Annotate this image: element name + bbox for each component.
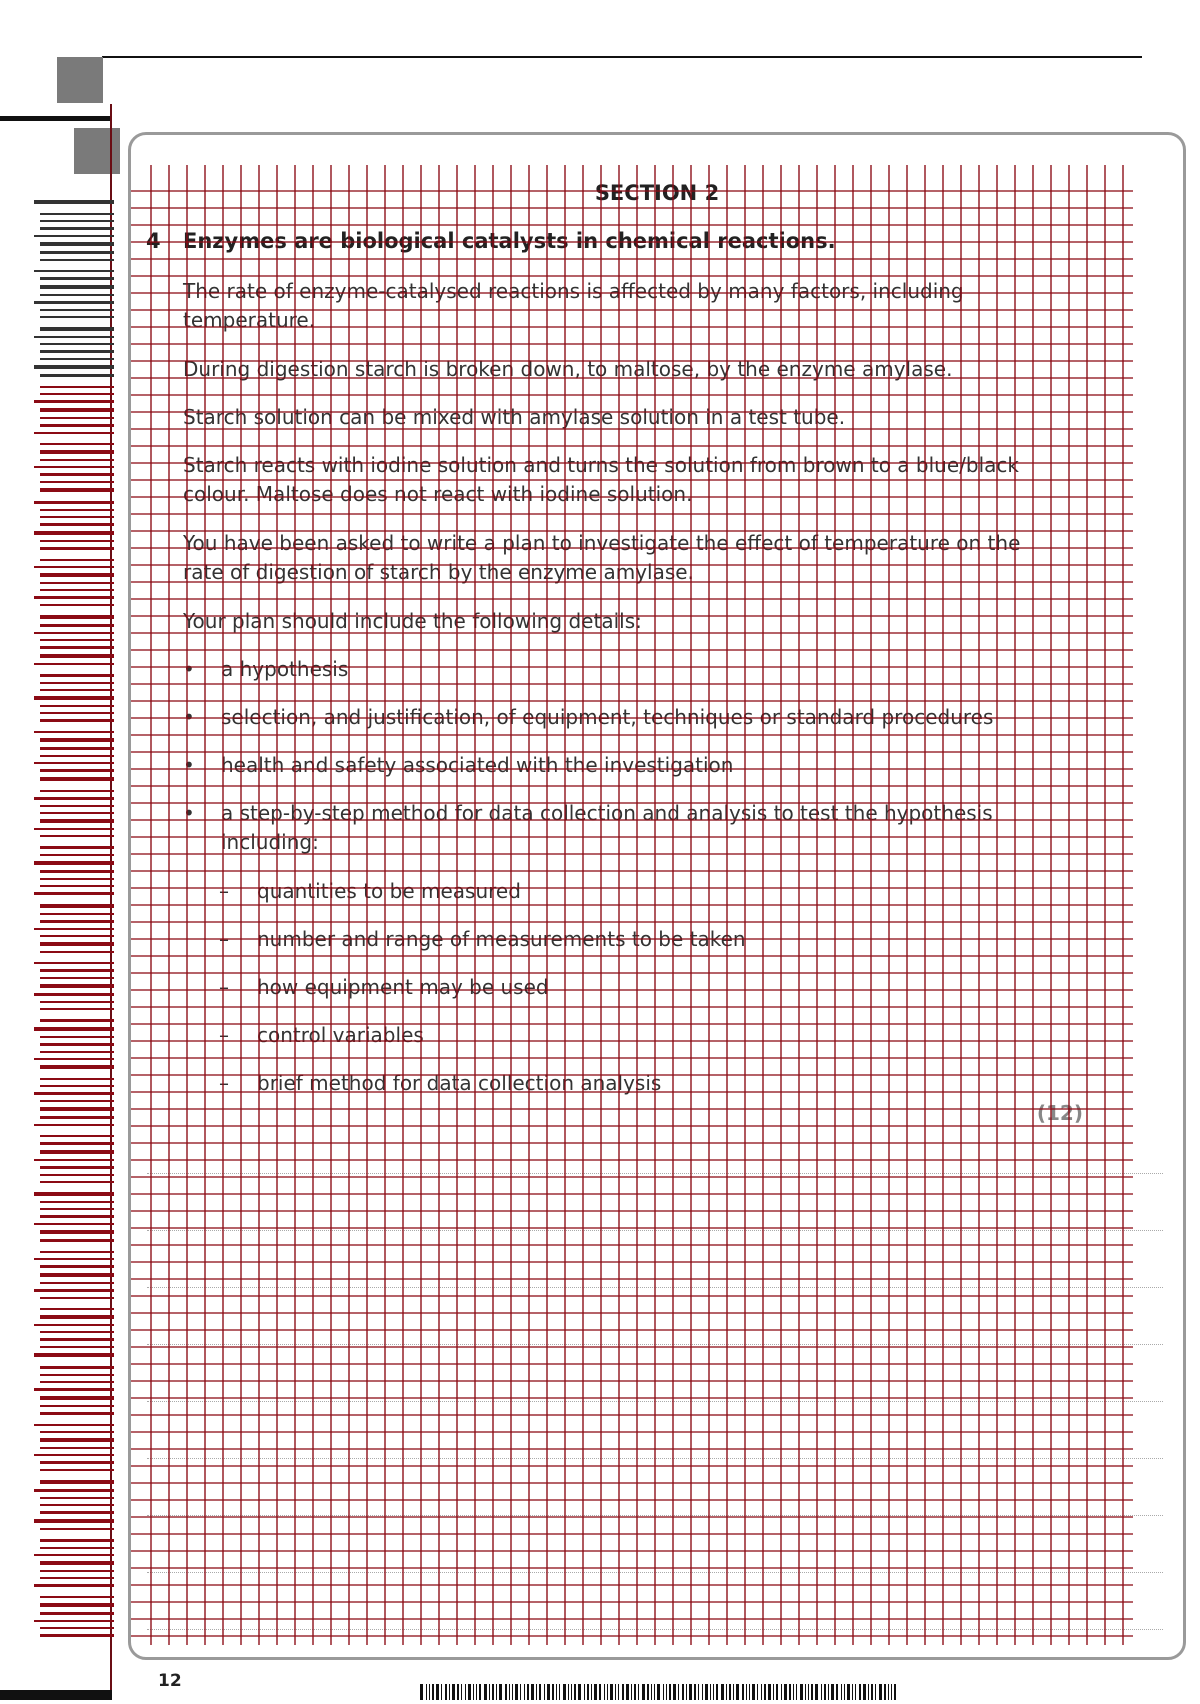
bullet-text: health and safety associated with the investigation bbox=[221, 753, 734, 777]
page-number: 12 bbox=[158, 1671, 182, 1691]
registration-mark bbox=[57, 57, 103, 103]
question-paragraph: Starch solution can be mixed with amylase solution in a test tube. bbox=[183, 405, 846, 429]
sub-bullet-symbol: – bbox=[219, 975, 229, 999]
answer-frame bbox=[128, 132, 1186, 1660]
question-paragraph: You have been asked to write a plan to investigate the effect of temperature on the rate of digestion of starch by the enzyme amylase. bbox=[183, 531, 1021, 584]
answer-line[interactable] bbox=[147, 1629, 1163, 1630]
registration-mark bbox=[74, 128, 120, 174]
sub-bullet-symbol: – bbox=[219, 1071, 229, 1095]
question-paragraph: The rate of enzyme-catalysed reactions is affected by many factors, including temperature. bbox=[183, 279, 964, 332]
margin-bar bbox=[0, 1690, 112, 1700]
sub-bullet-text: number and range of measurements to be taken bbox=[257, 927, 746, 951]
sub-bullet-text: control variables bbox=[257, 1023, 424, 1047]
question-number: 4 bbox=[146, 229, 161, 253]
bullet-text: a step-by-step method for data collection and analysis to test the hypothesis including: bbox=[221, 801, 993, 854]
sub-bullet-text: how equipment may be used bbox=[257, 975, 549, 999]
margin-bar bbox=[0, 116, 112, 121]
bullet-symbol: • bbox=[183, 753, 195, 777]
answer-line[interactable] bbox=[147, 1287, 1163, 1288]
sub-bullet-symbol: – bbox=[219, 1023, 229, 1047]
top-rule bbox=[102, 56, 1142, 58]
question-content bbox=[131, 135, 1183, 1657]
question-paragraph: During digestion starch is broken down, to maltose, by the enzyme amylase. bbox=[183, 357, 953, 381]
answer-line[interactable] bbox=[147, 1515, 1163, 1516]
question-title: Enzymes are biological catalysts in chemical reactions. bbox=[183, 229, 836, 253]
answer-line[interactable] bbox=[147, 1458, 1163, 1459]
bullet-symbol: • bbox=[183, 657, 195, 681]
answer-line[interactable] bbox=[147, 1401, 1163, 1402]
bullet-text: a hypothesis bbox=[221, 657, 349, 681]
answer-line[interactable] bbox=[147, 1572, 1163, 1573]
answer-line[interactable] bbox=[147, 1230, 1163, 1231]
sub-bullet-symbol: – bbox=[219, 927, 229, 951]
bullet-symbol: • bbox=[183, 705, 195, 729]
answer-line[interactable] bbox=[147, 1173, 1163, 1174]
sub-bullet-text: quantities to be measured bbox=[257, 879, 521, 903]
side-barcode bbox=[34, 200, 114, 1640]
bullet-symbol: • bbox=[183, 801, 195, 825]
sub-bullet-symbol: – bbox=[219, 879, 229, 903]
section-title: SECTION 2 bbox=[594, 181, 720, 205]
sub-bullet-text: brief method for data collection analysis bbox=[257, 1071, 662, 1095]
marks-total: (12) bbox=[1036, 1101, 1083, 1125]
answer-line[interactable] bbox=[147, 1344, 1163, 1345]
question-paragraph: Starch reacts with iodine solution and turns the solution from brown to a blue/black colour. Maltose does not react with iodine solution. bbox=[183, 453, 1019, 506]
bullet-text: selection, and justification, of equipment, techniques or standard procedures bbox=[221, 705, 994, 729]
bottom-barcode bbox=[420, 1684, 896, 1700]
question-paragraph: Your plan should include the following details: bbox=[183, 609, 642, 633]
